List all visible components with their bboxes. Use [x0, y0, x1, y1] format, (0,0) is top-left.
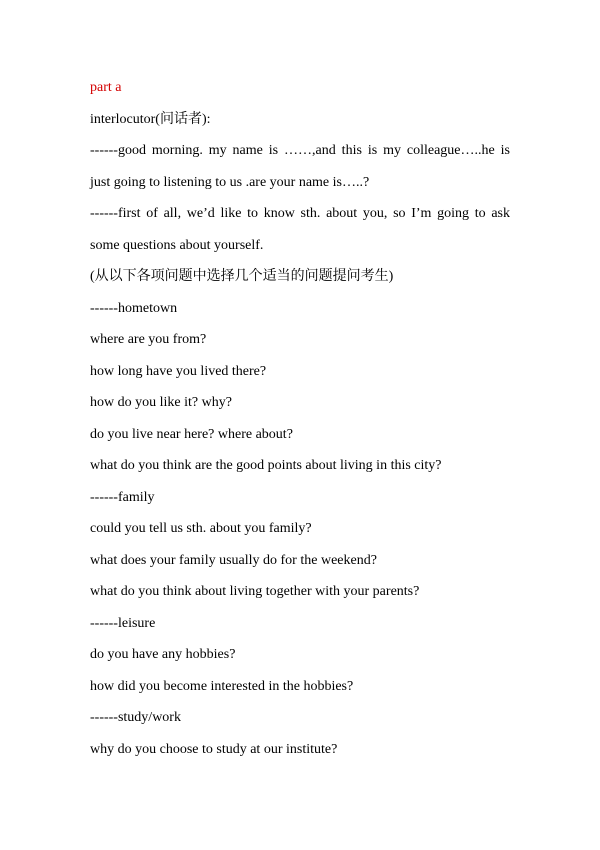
question-item: what do you think about living together with your parents? — [90, 584, 420, 599]
document-page — [90, 72, 510, 765]
question-item: what do you think are the good points about living in this city? — [90, 458, 442, 473]
topic-family: ------family — [90, 489, 155, 505]
question-item: what does your family usually do for the weekend? — [90, 552, 377, 568]
question-item: how long have you lived there? — [90, 363, 267, 379]
question-item: why do you choose to study at our institute? — [90, 741, 338, 757]
question-item: where are you from? — [90, 332, 207, 347]
question-item: could you tell us sth. about you family? — [90, 521, 312, 536]
question-item: do you have any hobbies? — [90, 647, 236, 662]
instruction-note: (从以下各项问题中选择几个适当的问题提问考生) — [90, 269, 394, 284]
question-item: do you live near here? where about? — [90, 426, 293, 442]
section-heading: part a — [90, 80, 122, 95]
question-item: how do you like it? why? — [90, 395, 232, 410]
intro-line-2: some questions about yourself. — [90, 237, 264, 253]
interlocutor-label: interlocutor(问话者): — [90, 111, 211, 127]
topic-study-work: ------study/work — [90, 710, 181, 725]
greeting-line-1: ------good morning. my name is ……,and this is my colleague…..he is — [90, 143, 510, 158]
topic-leisure: ------leisure — [90, 615, 156, 631]
intro-line-1: ------first of all, we’d like to know sth. about you, so I’m going to ask — [90, 206, 510, 221]
greeting-line-2: just going to listening to us .are your name is…..? — [90, 174, 370, 190]
question-item: how did you become interested in the hobbies? — [90, 678, 354, 694]
topic-hometown: ------hometown — [90, 300, 178, 316]
